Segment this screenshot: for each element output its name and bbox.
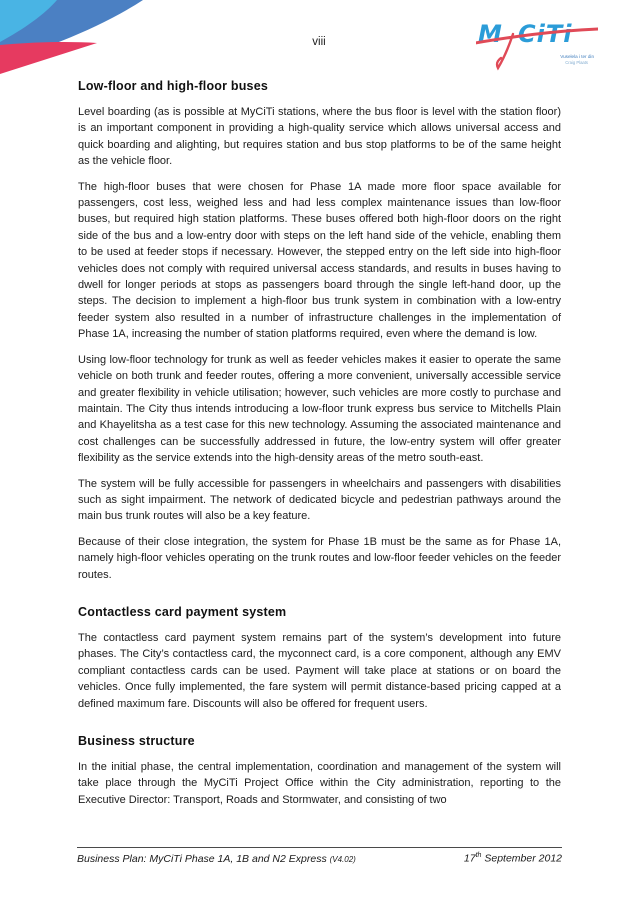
paragraph: Using low-floor technology for trunk as well as feeder vehicles makes it easier to operate the same vehicle on both trunk and feeder routes, offering a more convenient, universally accessible service and greater flexibility in vehicle utilisation; however, such vehicles are more costly to purchase and maintain. The City thus intends introducing a low-floor trunk express bus service to Mitchells Plain and Khayelitsha as a test case for this new technology. Assuming the associated maintenance and cost challenges can be successfully addressed in future, the low-entry system will offer greater flexibility as the service extends into the high-density areas of the metro south-east. [78,353,561,465]
logo-wordmark-citi: CiTi [518,20,573,48]
footer-title-text: Business Plan: MyCiTi Phase 1A, 1B and N2 Express [77,852,330,865]
paragraph: Because of their close integration, the system for Phase 1B must be the same as for Phase 1A, namely high-floor vehicles operating on the trunk routes and low-floor feeder vehicles on the feeder routes. [78,535,561,581]
paragraph: The high-floor buses that were chosen for Phase 1A made more floor space available for passengers, cost less, weighed less and had less complex maintenance issues than low-floor buses, but required high station platforms. These buses offered both high-floor doors on the right side of the bus and a low-entry door with steps on the left hand side of the vehicle, enabling them to be used at feeder stops if necessary. However, the stepped entry on the left side into high-floor vehicles does not comply with required universal access standards, and results in buses having to dwell for longer periods at stops as passengers board through the single left-hand door, up the steps. The decision to implement a high-floor bus trunk system in combination with a low-entry feeder system also resulted in a number of infrastructure challenges in the implementation of Phase 1A, increasing the number of station platforms required, even where the demand is low. [78,180,561,341]
page-number: viii [312,36,326,48]
footer-version-text: (V4.02) [329,854,356,864]
section-heading-business-structure: Business structure [78,734,195,748]
paragraph: In the initial phase, the central implementation, coordination and management of the system will take place through the MyCiTi Project Office within the City administration, reporting to the Executive Director: Transport, Roads and Stormwater, and consisting of two [78,761,561,806]
footer-document-title [77,853,356,865]
paragraph: The contactless card payment system remains part of the system’s development into future phases. The City’s contactless card, the myconnect card, is a core component, although any EMV compliant contactless cards can be used. Payment will take place at stations or on board the vehicles. Once fully implemented, the fare system will permit distance-based pricing capped at a defined maximum fare. Discounts will also be offered for frequent users. [78,631,561,710]
section-heading-contactless-card-payment: Contactless card payment system [78,604,287,619]
paragraph: The system will be fully accessible for passengers in wheelchairs and passengers with disabilities such as sight impairment. The network of dedicated bicycle and pedestrian pathways around the main bus trunk routes will also be a key feature. [78,477,561,523]
footer-date-day: 17 [463,852,476,865]
footer-date-ordinal: th [475,852,482,859]
document-body [78,0,561,817]
logo-wordmark-m: M [478,20,502,48]
logo-tagline-line1: Vuselela i ter din [560,54,594,59]
footer-date-rest: September 2012 [481,852,562,865]
footer-date [464,852,562,865]
paragraph: Level boarding (as is possible at MyCiTi stations, where the bus floor is level with the station floor) is an important component in providing a high-quality service which allows universal access and quick boarding and alighting, but requires station and bus stop platforms to be of the same height as the vehicle floor. [78,106,561,168]
logo-tagline-line2: Craig Plaats [565,60,588,65]
section-heading-low-floor-high-floor-buses: Low-floor and high-floor buses [78,79,269,93]
page-footer [77,847,562,865]
